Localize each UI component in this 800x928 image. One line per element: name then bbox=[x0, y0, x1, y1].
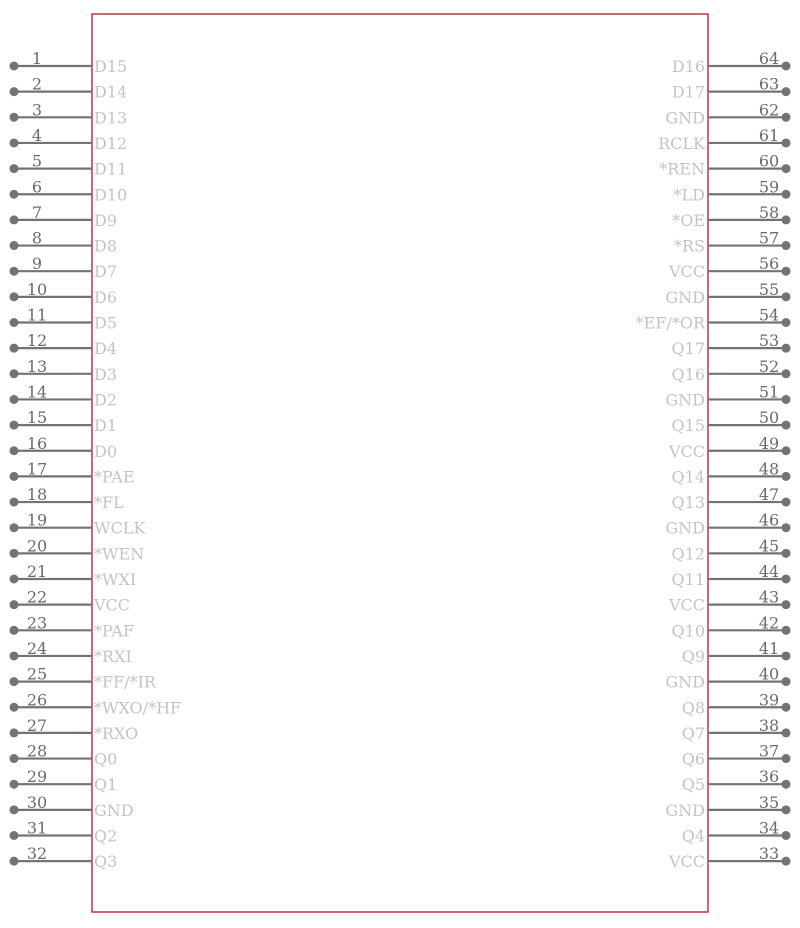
pin-name-label: GND bbox=[94, 800, 134, 820]
pin-number: 5 bbox=[31, 151, 43, 171]
pin-11[interactable] bbox=[10, 306, 118, 333]
pin-59[interactable] bbox=[674, 177, 791, 204]
pin-39[interactable] bbox=[682, 690, 791, 717]
pin-connection-dot[interactable] bbox=[10, 344, 19, 353]
pin-name-label: D17 bbox=[671, 82, 705, 102]
pin-connection-dot[interactable] bbox=[10, 241, 19, 250]
pin-connection-dot[interactable] bbox=[782, 728, 791, 737]
pin-name-label: D10 bbox=[94, 185, 128, 205]
pin-name-label: *FL bbox=[94, 493, 124, 513]
pin-20[interactable] bbox=[10, 536, 145, 563]
pin-name-label: VCC bbox=[94, 595, 131, 615]
pin-number: 41 bbox=[758, 638, 780, 658]
pin-13[interactable] bbox=[10, 357, 118, 384]
pin-number: 47 bbox=[758, 485, 780, 505]
pin-number: 42 bbox=[758, 613, 780, 633]
pin-number: 10 bbox=[26, 279, 48, 299]
pin-name-label: Q3 bbox=[94, 852, 118, 872]
pin-connection-dot[interactable] bbox=[782, 318, 791, 327]
pin-48[interactable] bbox=[672, 459, 791, 486]
pin-name-label: *PAF bbox=[94, 621, 134, 641]
pin-connection-dot[interactable] bbox=[10, 523, 19, 532]
pin-44[interactable] bbox=[672, 562, 791, 589]
pin-18[interactable] bbox=[10, 485, 125, 512]
pin-connection-dot[interactable] bbox=[782, 677, 791, 686]
pin-36[interactable] bbox=[682, 767, 791, 794]
pin-number: 28 bbox=[26, 741, 48, 761]
pin-22[interactable] bbox=[10, 588, 131, 615]
pin-name-label: Q9 bbox=[681, 646, 705, 666]
pin-connection-dot[interactable] bbox=[10, 831, 19, 840]
pin-connection-dot[interactable] bbox=[782, 651, 791, 660]
pin-24[interactable] bbox=[10, 639, 132, 666]
pin-number: 51 bbox=[758, 382, 780, 402]
pin-name-label: *WEN bbox=[94, 544, 145, 564]
pin-12[interactable] bbox=[10, 331, 118, 358]
pin-50[interactable] bbox=[672, 408, 791, 435]
pin-name-label: VCC bbox=[668, 441, 705, 461]
pin-number: 15 bbox=[26, 408, 48, 428]
pin-name-label: Q1 bbox=[94, 775, 118, 795]
pin-name-label: D12 bbox=[94, 133, 128, 153]
pin-connection-dot[interactable] bbox=[10, 754, 19, 763]
pin-21[interactable] bbox=[10, 562, 137, 589]
pin-number: 2 bbox=[31, 74, 43, 94]
pin-47[interactable] bbox=[672, 485, 791, 512]
pin-number: 32 bbox=[26, 844, 48, 864]
pin-25[interactable] bbox=[10, 665, 157, 692]
pin-name-label: *RXI bbox=[94, 646, 132, 666]
pin-name-label: D16 bbox=[671, 57, 705, 76]
pin-8[interactable] bbox=[10, 229, 118, 256]
pin-number: 25 bbox=[26, 664, 48, 684]
pin-number: 63 bbox=[758, 74, 780, 94]
pin-27[interactable] bbox=[10, 716, 139, 743]
pin-connection-dot[interactable] bbox=[782, 62, 791, 71]
pin-connection-dot[interactable] bbox=[10, 677, 19, 686]
pin-number: 61 bbox=[758, 125, 780, 145]
pin-number: 56 bbox=[758, 254, 780, 274]
pin-number: 9 bbox=[31, 254, 43, 274]
pin-number: 23 bbox=[26, 613, 48, 633]
pin-number: 48 bbox=[758, 459, 780, 479]
pin-number: 13 bbox=[26, 356, 48, 376]
pin-name-label: VCC bbox=[668, 262, 705, 282]
pin-name-label: Q13 bbox=[671, 493, 705, 513]
pin-name-label: GND bbox=[665, 108, 705, 128]
pin-6[interactable] bbox=[10, 177, 128, 204]
pin-3[interactable] bbox=[10, 100, 128, 127]
pin-name-label: GND bbox=[665, 390, 705, 410]
pin-43[interactable] bbox=[668, 588, 791, 615]
pin-name-label: *LD bbox=[673, 185, 705, 205]
pin-number: 11 bbox=[26, 305, 48, 325]
pin-name-label: Q12 bbox=[671, 544, 705, 564]
pin-number: 55 bbox=[758, 279, 780, 299]
pin-name-label: D13 bbox=[94, 108, 128, 128]
pin-connection-dot[interactable] bbox=[10, 164, 19, 173]
pin-number: 30 bbox=[26, 792, 48, 812]
pin-connection-dot[interactable] bbox=[10, 728, 19, 737]
pin-number: 29 bbox=[26, 767, 48, 787]
pin-connection-dot[interactable] bbox=[782, 575, 791, 584]
pin-45[interactable] bbox=[672, 536, 791, 563]
pin-name-label: *RXO bbox=[94, 723, 139, 743]
pin-connection-dot[interactable] bbox=[10, 780, 19, 789]
pin-37[interactable] bbox=[682, 742, 791, 769]
pin-31[interactable] bbox=[10, 819, 118, 846]
pin-connection-dot[interactable] bbox=[782, 215, 791, 224]
pin-number: 14 bbox=[26, 382, 48, 402]
pin-15[interactable] bbox=[10, 408, 118, 435]
pin-number: 26 bbox=[26, 690, 48, 710]
pin-10[interactable] bbox=[10, 280, 118, 307]
pin-name-label: D15 bbox=[94, 57, 128, 76]
pin-name-label: Q16 bbox=[671, 364, 705, 384]
pin-connection-dot[interactable] bbox=[782, 626, 791, 635]
pin-name-label: D9 bbox=[94, 210, 118, 230]
pin-38[interactable] bbox=[682, 716, 791, 743]
pin-name-label: Q7 bbox=[681, 723, 705, 743]
pin-2[interactable] bbox=[10, 75, 128, 102]
pin-51[interactable] bbox=[665, 382, 790, 409]
pin-number: 18 bbox=[26, 485, 48, 505]
pin-name-label: D5 bbox=[94, 313, 118, 333]
pin-number: 49 bbox=[758, 433, 780, 453]
pin-connection-dot[interactable] bbox=[782, 267, 791, 276]
pin-number: 62 bbox=[758, 100, 780, 120]
pin-number: 8 bbox=[31, 228, 43, 248]
pin-name-label: D4 bbox=[94, 339, 118, 359]
pin-number: 37 bbox=[758, 741, 780, 761]
pin-number: 19 bbox=[26, 510, 48, 530]
pin-connection-dot[interactable] bbox=[782, 805, 791, 814]
pin-number: 33 bbox=[758, 844, 780, 864]
pin-number: 22 bbox=[26, 587, 48, 607]
pin-connection-dot[interactable] bbox=[782, 831, 791, 840]
pin-connection-dot[interactable] bbox=[10, 498, 19, 507]
pin-number: 12 bbox=[26, 331, 48, 351]
pin-60[interactable] bbox=[659, 152, 790, 179]
pin-number: 59 bbox=[758, 177, 780, 197]
pin-32[interactable] bbox=[10, 844, 118, 871]
pin-9[interactable] bbox=[10, 254, 118, 281]
pin-name-label: *RS bbox=[673, 236, 705, 256]
pin-connection-dot[interactable] bbox=[10, 549, 19, 558]
pin-name-label: Q6 bbox=[681, 749, 705, 769]
pin-connection-dot[interactable] bbox=[782, 241, 791, 250]
pin-name-label: *OE bbox=[672, 210, 705, 230]
pin-connection-dot[interactable] bbox=[10, 626, 19, 635]
pin-name-label: D3 bbox=[94, 364, 118, 384]
pin-connection-dot[interactable] bbox=[782, 600, 791, 609]
pin-connection-dot[interactable] bbox=[10, 703, 19, 712]
pin-49[interactable] bbox=[668, 434, 791, 461]
pin-4[interactable] bbox=[10, 126, 128, 153]
pin-name-label: Q2 bbox=[94, 826, 118, 846]
pin-number: 34 bbox=[758, 818, 780, 838]
pin-connection-dot[interactable] bbox=[10, 651, 19, 660]
pin-name-label: *FF/*IR bbox=[94, 672, 156, 692]
pin-number: 38 bbox=[758, 715, 780, 735]
pin-connection-dot[interactable] bbox=[10, 446, 19, 455]
pin-name-label: *WXI bbox=[94, 570, 137, 589]
pin-connection-dot[interactable] bbox=[782, 138, 791, 147]
pin-connection-dot[interactable] bbox=[10, 138, 19, 147]
pin-52[interactable] bbox=[672, 357, 791, 384]
pin-number: 4 bbox=[31, 125, 43, 145]
pin-name-label: *PAE bbox=[94, 467, 135, 487]
pin-name-label: D11 bbox=[94, 159, 128, 179]
pin-26[interactable] bbox=[10, 690, 182, 717]
pin-number: 36 bbox=[758, 767, 780, 787]
pin-connection-dot[interactable] bbox=[10, 87, 19, 96]
pin-46[interactable] bbox=[665, 511, 790, 538]
pin-name-label: D2 bbox=[94, 390, 118, 410]
pin-number: 64 bbox=[758, 49, 780, 68]
pin-connection-dot[interactable] bbox=[10, 421, 19, 430]
pin-name-label: Q8 bbox=[681, 698, 705, 718]
pin-number: 21 bbox=[26, 562, 48, 581]
pin-5[interactable] bbox=[10, 152, 128, 179]
pin-number: 44 bbox=[758, 562, 780, 581]
pin-19[interactable] bbox=[10, 511, 147, 538]
pin-42[interactable] bbox=[672, 613, 791, 640]
pin-16[interactable] bbox=[10, 434, 118, 461]
pin-55[interactable] bbox=[665, 280, 790, 307]
pin-connection-dot[interactable] bbox=[10, 857, 19, 866]
pin-connection-dot[interactable] bbox=[782, 472, 791, 481]
pin-name-label: Q0 bbox=[94, 749, 118, 769]
pin-connection-dot[interactable] bbox=[10, 472, 19, 481]
pin-number: 27 bbox=[26, 715, 48, 735]
pin-connection-dot[interactable] bbox=[782, 549, 791, 558]
pin-number: 60 bbox=[758, 151, 780, 171]
pin-name-label: Q5 bbox=[681, 775, 705, 795]
pin-connection-dot[interactable] bbox=[10, 267, 19, 276]
pin-number: 39 bbox=[758, 690, 780, 710]
pin-56[interactable] bbox=[668, 254, 791, 281]
pin-connection-dot[interactable] bbox=[10, 215, 19, 224]
pin-connection-dot[interactable] bbox=[782, 369, 791, 378]
pin-name-label: D14 bbox=[94, 82, 128, 102]
pin-57[interactable] bbox=[674, 229, 791, 256]
pin-number: 3 bbox=[31, 100, 43, 120]
pin-name-label: Q15 bbox=[671, 416, 705, 436]
pin-connection-dot[interactable] bbox=[10, 369, 19, 378]
pin-connection-dot[interactable] bbox=[782, 292, 791, 301]
pin-name-label: D7 bbox=[94, 262, 118, 282]
pin-number: 31 bbox=[26, 818, 48, 838]
pin-connection-dot[interactable] bbox=[782, 190, 791, 199]
pin-name-label: WCLK bbox=[94, 518, 146, 538]
pin-30[interactable] bbox=[10, 793, 134, 820]
pin-name-label: *WXO/*HF bbox=[94, 698, 182, 718]
pin-14[interactable] bbox=[10, 382, 118, 409]
pin-name-label: D6 bbox=[94, 287, 118, 307]
pin-connection-dot[interactable] bbox=[782, 421, 791, 430]
pin-number: 50 bbox=[758, 408, 780, 428]
pin-connection-dot[interactable] bbox=[782, 754, 791, 763]
pin-number: 6 bbox=[31, 177, 43, 197]
pin-connection-dot[interactable] bbox=[10, 190, 19, 199]
pin-name-label: Q4 bbox=[681, 826, 705, 846]
pin-name-label: GND bbox=[665, 800, 705, 820]
pin-7[interactable] bbox=[10, 203, 118, 230]
right-pin-group bbox=[636, 49, 791, 871]
pin-number: 57 bbox=[758, 228, 780, 248]
pin-number: 46 bbox=[758, 510, 780, 530]
pin-connection-dot[interactable] bbox=[10, 805, 19, 814]
pin-number: 1 bbox=[31, 49, 43, 68]
pin-connection-dot[interactable] bbox=[10, 292, 19, 301]
pin-connection-dot[interactable] bbox=[782, 498, 791, 507]
pin-name-label: *REN bbox=[659, 159, 705, 179]
pin-number: 52 bbox=[758, 356, 780, 376]
pin-connection-dot[interactable] bbox=[10, 575, 19, 584]
pin-name-label: GND bbox=[665, 287, 705, 307]
pin-connection-dot[interactable] bbox=[782, 113, 791, 122]
pin-61[interactable] bbox=[658, 126, 790, 153]
pin-63[interactable] bbox=[672, 75, 791, 102]
pin-name-label: D8 bbox=[94, 236, 118, 256]
pin-name-label: VCC bbox=[668, 852, 705, 872]
pin-connection-dot[interactable] bbox=[782, 446, 791, 455]
pin-number: 58 bbox=[758, 202, 780, 222]
pin-number: 43 bbox=[758, 587, 780, 607]
pin-17[interactable] bbox=[10, 459, 135, 486]
pin-number: 7 bbox=[31, 202, 43, 222]
pin-connection-dot[interactable] bbox=[782, 87, 791, 96]
pin-connection-dot[interactable] bbox=[10, 600, 19, 609]
pin-name-label: D0 bbox=[94, 441, 118, 461]
pin-connection-dot[interactable] bbox=[782, 703, 791, 712]
pin-54[interactable] bbox=[636, 306, 791, 333]
pin-connection-dot[interactable] bbox=[782, 164, 791, 173]
pin-name-label: VCC bbox=[668, 595, 705, 615]
pin-number: 35 bbox=[758, 792, 780, 812]
pin-connection-dot[interactable] bbox=[10, 395, 19, 404]
pin-connection-dot[interactable] bbox=[782, 344, 791, 353]
pin-connection-dot[interactable] bbox=[10, 62, 19, 71]
pin-41[interactable] bbox=[682, 639, 791, 666]
pin-29[interactable] bbox=[10, 767, 118, 794]
pin-58[interactable] bbox=[672, 203, 790, 230]
pin-number: 45 bbox=[758, 536, 780, 556]
pin-number: 17 bbox=[26, 459, 48, 479]
pin-33[interactable] bbox=[668, 844, 791, 871]
pin-connection-dot[interactable] bbox=[10, 318, 19, 327]
pin-name-label: Q10 bbox=[671, 621, 705, 641]
pin-number: 24 bbox=[26, 638, 48, 658]
pin-62[interactable] bbox=[665, 100, 790, 127]
pin-name-label: GND bbox=[665, 518, 705, 538]
pin-name-label: *EF/*OR bbox=[635, 313, 705, 333]
pin-1[interactable] bbox=[10, 49, 128, 76]
pin-number: 16 bbox=[26, 433, 48, 453]
pin-23[interactable] bbox=[10, 613, 134, 640]
pin-name-label: Q17 bbox=[671, 339, 705, 359]
pin-53[interactable] bbox=[672, 331, 791, 358]
pin-name-label: GND bbox=[665, 672, 705, 692]
pin-28[interactable] bbox=[10, 742, 118, 769]
left-pin-group bbox=[10, 49, 182, 871]
pin-name-label: D1 bbox=[94, 416, 118, 436]
pin-connection-dot[interactable] bbox=[782, 857, 791, 866]
pin-number: 54 bbox=[758, 305, 780, 325]
pin-number: 20 bbox=[26, 536, 48, 556]
ic-body-outline bbox=[92, 14, 708, 912]
pin-34[interactable] bbox=[682, 819, 791, 846]
pin-connection-dot[interactable] bbox=[782, 523, 791, 532]
pin-64[interactable] bbox=[672, 49, 791, 76]
pin-connection-dot[interactable] bbox=[782, 780, 791, 789]
pin-name-label: Q11 bbox=[671, 570, 705, 589]
pin-connection-dot[interactable] bbox=[782, 395, 791, 404]
pin-number: 53 bbox=[758, 331, 780, 351]
pin-40[interactable] bbox=[665, 665, 790, 692]
pin-35[interactable] bbox=[665, 793, 790, 820]
pin-number: 40 bbox=[758, 664, 780, 684]
pin-name-label: RCLK bbox=[658, 133, 705, 153]
pin-name-label: Q14 bbox=[671, 467, 705, 487]
pin-connection-dot[interactable] bbox=[10, 113, 19, 122]
